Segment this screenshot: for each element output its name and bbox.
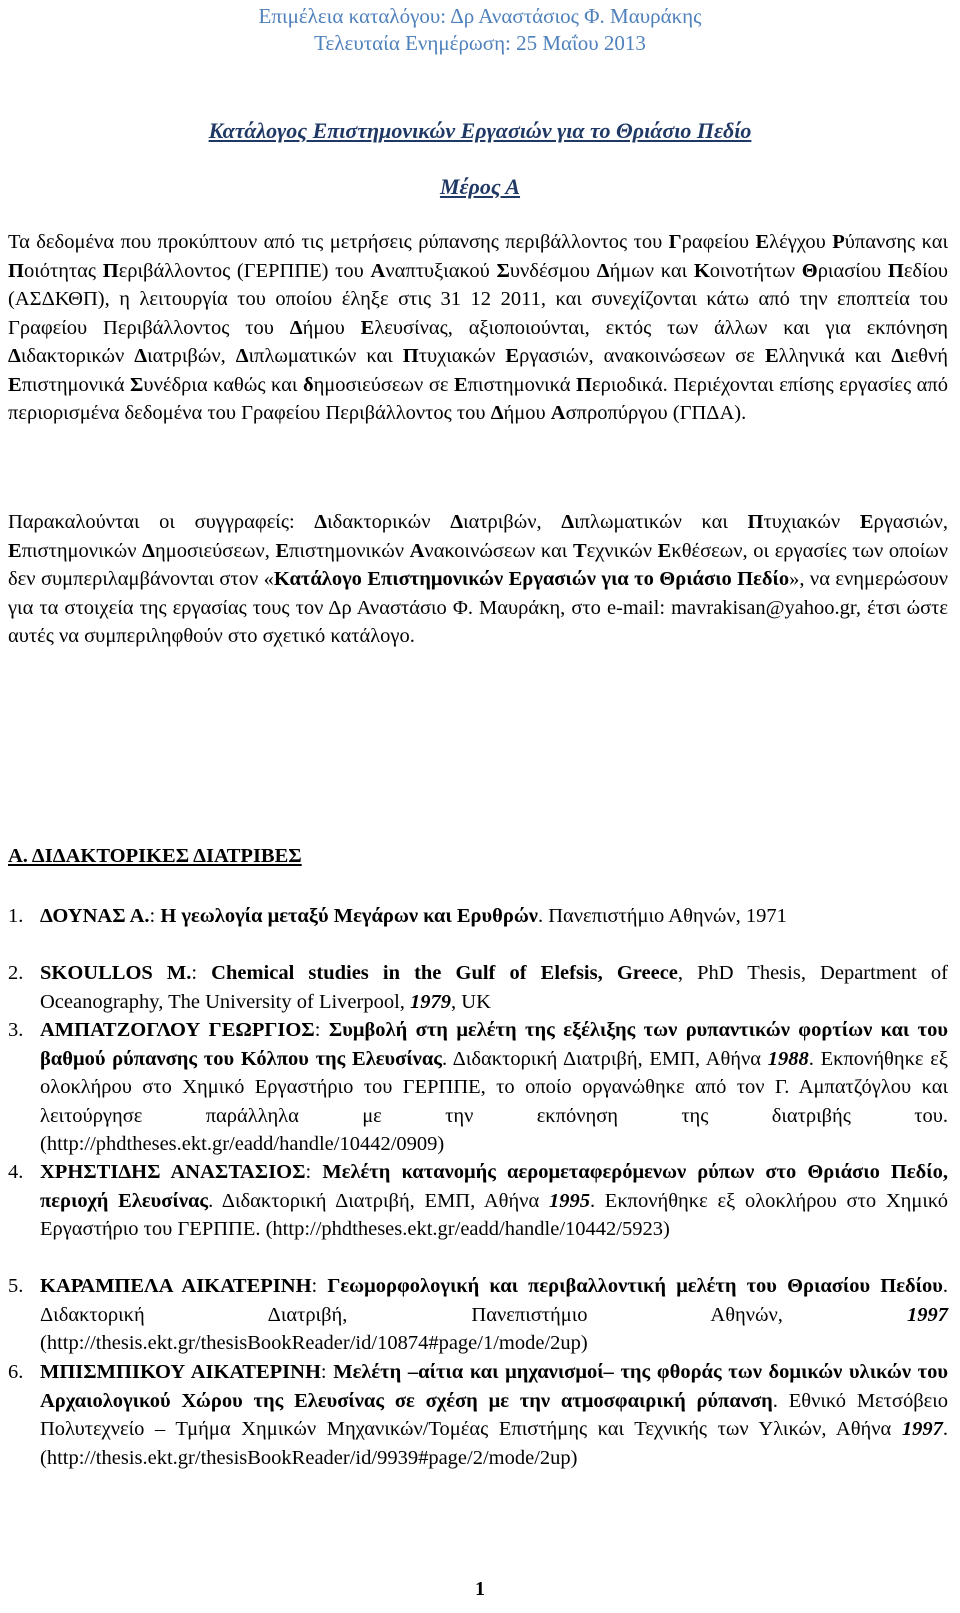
intro-paragraph: Τα δεδομένα που προκύπτουν από τις μετρήσεις ρύπανσης περιβάλλοντος του Γραφείου Ελέγχου Ρύπανσης και Ποιότητας Περιβάλλοντος (ΓΕΡΠΠΕ) του Αναπτυξιακού Συνδέσμου Δήμων και Κοινοτήτων Θριασίου Πεδίου (ΑΣΔΚΘΠ), η λειτουργία του οποίου έληξε στις 31 12 2011, και συνεχίζονται κάτω από την εποπτεία του Γραφείου Περιβάλλοντος του Δήμου Ελευσίνας, αξιοποιούνται, εκτός των άλλων και για εκπόνηση Διδακτορικών Διατριβών, Διπλωματικών και Πτυχιακών Εργασιών, ανακοινώσεων σε Ελληνικά και Διεθνή Επιστημονικά Συνέδρια καθώς και δημοσιεύσεων σε Επιστημονικά Περιοδικά. Περιέχονται επίσης εργασίες από περιορισμένα δεδομένα του Γραφείου Περιβάλλοντος του Δήμου Ασπροπύργου (ΓΠΔΑ). [8,231,949,424]
reference-item [8,959,948,1016]
reference-number: 6. [8,1361,24,1383]
reference-item [8,1272,948,1358]
header-updated: Τελευταία Ενημέρωση: 25 Μαΐου 2013 [314,31,646,55]
reference-number: 3. [8,1019,24,1041]
request-paragraph: Παρακαλούνται οι συγγραφείς: Διδακτορικών Διατριβών, Διπλωματικών και Πτυχιακών Εργασιών, Επιστημονικών Δημοσιεύσεων, Επιστημονικών Ανακοινώσεων και Τεχνικών Εκθέσεων, οι εργασίες των οποίων δεν συμπεριλαμβάνονται στον «Κατάλογο Επιστημονικών Εργασιών για το Θριάσιο Πεδίο», να ενημερώσουν για τα στοιχεία της εργασίας τους τον Δρ Αναστάσιο Φ. Μαυράκη, στο e-mail: mavrakisan@yahoo.gr, έτσι ώστε αυτές να συμπεριληφθούν στο σχετικό κατάλογο. [8,511,949,647]
reference-text: SKOULLOS M.: Chemical studies in the Gulf of Elefsis, Greece, PhD Thesis, Department of Oceanography, The University of Liverpool, 1979, UK [40,962,948,1013]
reference-item [8,1358,948,1472]
reference-item [8,902,948,931]
reference-item [8,1158,948,1244]
reference-text: ΔΟΥΝΑΣ Α.: Η γεωλογία μεταξύ Μεγάρων και Ερυθρών. Πανεπιστήμιο Αθηνών, 1971 [40,905,787,927]
reference-number: 1. [8,905,24,927]
reference-text: ΚΑΡΑΜΠΕΛΑ ΑΙΚΑΤΕΡΙΝΗ: Γεωμορφολογική και περιβαλλοντική μελέτη του Θριασίου Πεδίου. Διδακτορική Διατριβή, Πανεπιστήμιο Αθηνών, 1997 (http://thesis.ekt.gr/thesisBookReader/id/10874#page/1/mode/2up) [40,1275,949,1354]
reference-item [8,1016,948,1159]
document-title: Κατάλογος Επιστημονικών Εργασιών για το Θριάσιο Πεδίο [208,118,752,143]
reference-text: ΧΡΗΣΤΙΔΗΣ ΑΝΑΣΤΑΣΙΟΣ: Μελέτη κατανομής αερομεταφερόμενων ρύπων στο Θριάσιο Πεδίο, περιοχή Ελευσίνας. Διδακτορική Διατριβή, ΕΜΠ, Αθήνα 1995. Εκπονήθηκε εξ ολοκλήρου στο Χημικό Εργαστήριο του ΓΕΡΠΠΕ. (http://phdtheses.ekt.gr/eadd/handle/10442/5923) [40,1161,948,1240]
part-title: Μέρος Α [439,174,521,199]
page-number: 1 [475,1578,485,1600]
section-heading: Α. ΔΙΔΑΚΤΟΡΙΚΕΣ ΔΙΑΤΡΙΒΕΣ [8,845,302,867]
reference-text: ΑΜΠΑΤΖΟΓΛΟΥ ΓΕΩΡΓΙΟΣ: Συμβολή στη μελέτη της εξέλιξης των ρυπαντικών φορτίων και του βαθμού ρύπανσης του Κόλπου της Ελευσίνας. Διδακτορική Διατριβή, ΕΜΠ, Αθήνα 1988. Εκπονήθηκε εξ ολοκλήρου στο Χημικό Εργαστήριο του ΓΕΡΠΠΕ, το οποίο οργανώθηκε από τον Γ. Αμπατζόγλου και λειτούργησε παράλληλα με την εκπόνηση της διατριβής του. (http://phdtheses.ekt.gr/eadd/handle/10442/0909) [40,1019,949,1155]
reference-number: 4. [8,1161,24,1183]
reference-number: 2. [8,962,24,984]
reference-number: 5. [8,1275,24,1297]
reference-text: ΜΠΙΣΜΠΙΚΟΥ ΑΙΚΑΤΕΡΙΝΗ: Μελέτη –αίτια και μηχανισμοί– της φθοράς των δομικών υλικών του Αρχαιολογικού Χώρου της Ελευσίνας σε σχέση με την ατμοσφαιρική ρύπανση. Εθνικό Μετσόβειο Πολυτεχνείο – Τμήμα Χημικών Μηχανικών/Τομέας Επιστήμης και Τεχνικής των Υλικών, Αθήνα 1997. (http://thesis.ekt.gr/thesisBookReader/id/9939#page/2/mode/2up) [40,1361,948,1469]
header-editor: Επιμέλεια καταλόγου: Δρ Αναστάσιος Φ. Μαυράκης [258,4,702,28]
